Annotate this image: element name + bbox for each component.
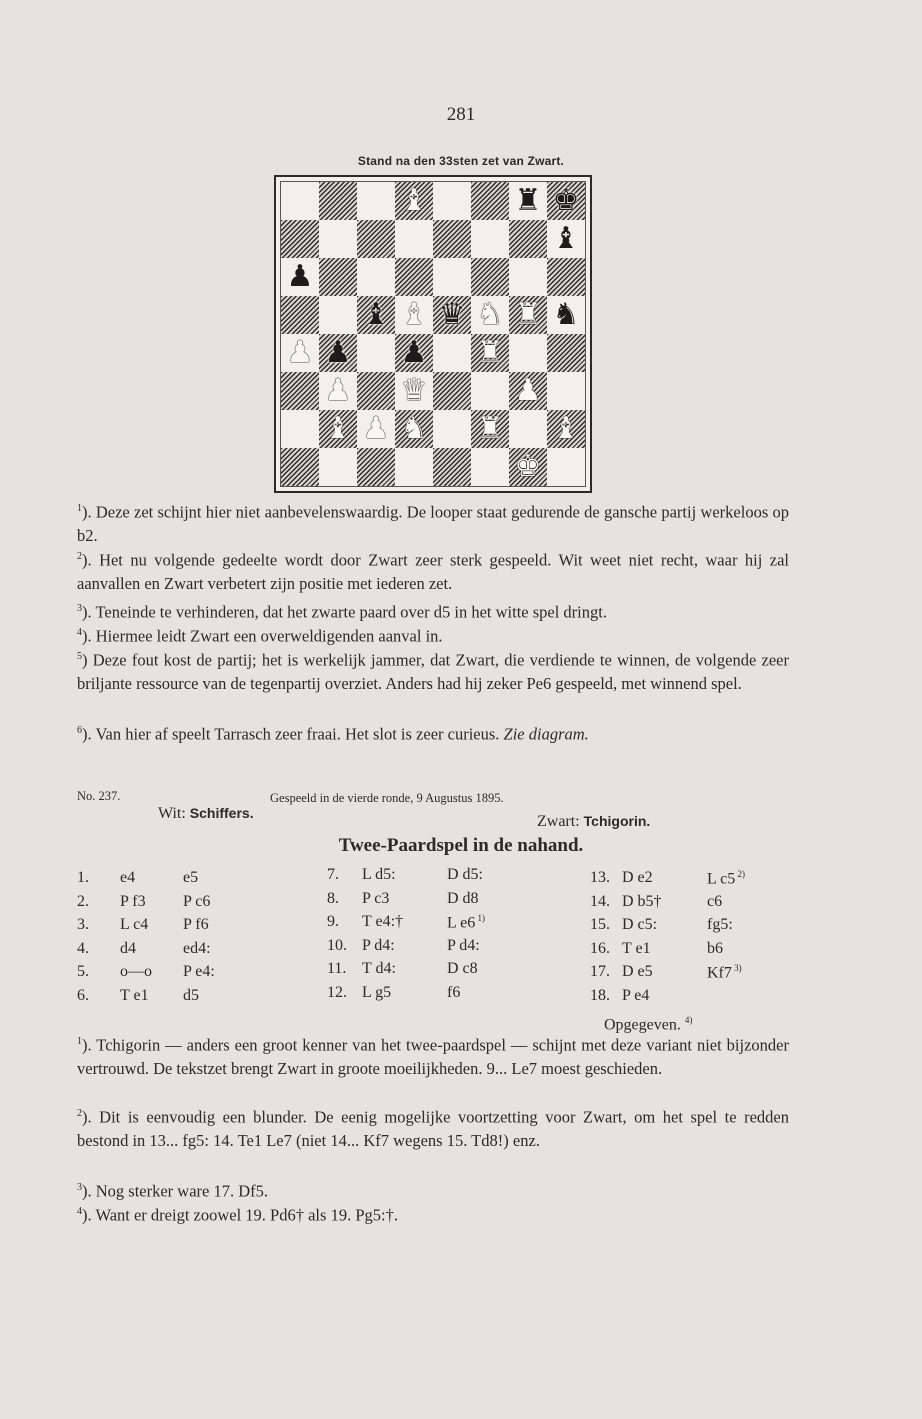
note-marker: 4 <box>77 1206 82 1217</box>
note-text: ) Deze fout kost de partij; het is werkelijk jammer, dat Zwart, die verdiende te winnen, de volgende zeer briljante ressource van de tegenpartij overziet. Anders had hij zeker Pe6 gespeeld, met winnend spel. <box>77 650 789 693</box>
square-d2 <box>395 410 433 448</box>
square-h1 <box>547 448 585 486</box>
note-marker: 3 <box>77 603 82 614</box>
square-a5 <box>281 296 319 334</box>
square-f2 <box>471 410 509 448</box>
square-h5 <box>547 296 585 334</box>
square-f5 <box>471 296 509 334</box>
white-move: d4 <box>120 939 136 957</box>
chess-board <box>280 181 586 487</box>
note-bottom-1 <box>77 1030 789 1081</box>
square-g5 <box>509 296 547 334</box>
black-move: L c5 $^{2)}$ <box>707 869 746 888</box>
square-b1 <box>319 448 357 486</box>
black-pawn-icon: ♟ <box>324 335 352 370</box>
square-a3 <box>281 372 319 410</box>
black-move: P c6 <box>183 892 211 910</box>
white-king-icon: ♚ <box>514 449 542 484</box>
square-e1 <box>433 448 471 486</box>
white-move: L g5 <box>362 984 392 1001</box>
note-top-5 <box>77 645 789 696</box>
move-number: 6. <box>77 987 89 1004</box>
note-text: ). Nog sterker ware 17. Df5. <box>82 1181 269 1201</box>
white-pawn-icon: ♟ <box>514 373 542 408</box>
white-rook-icon: ♜ <box>476 411 504 446</box>
page-number: 281 <box>446 104 476 125</box>
move-number: 11. <box>327 960 347 978</box>
black-move: D d8 <box>447 889 479 907</box>
move-number: 12. <box>327 984 347 1001</box>
square-f3 <box>471 372 509 410</box>
white-move: P d4: <box>362 936 395 954</box>
white-pawn-icon: ♟ <box>324 373 352 408</box>
note-top-2 <box>77 545 789 596</box>
black-move: Kf7 $^{3)}$ <box>707 963 742 982</box>
black-move: c6 <box>707 892 723 910</box>
white-knight-icon: ♞ <box>476 297 504 332</box>
square-e2 <box>433 410 471 448</box>
square-c8 <box>357 182 395 220</box>
move-number: 1. <box>77 869 89 886</box>
resigned-text: Opgegeven. <box>604 1016 681 1034</box>
square-g4 <box>509 334 547 372</box>
square-g2 <box>509 410 547 448</box>
square-d8 <box>395 182 433 220</box>
square-e6 <box>433 258 471 296</box>
black-move: e5 <box>183 869 199 886</box>
square-a8 <box>281 182 319 220</box>
square-c1 <box>357 448 395 486</box>
black-move: P f6 <box>183 916 209 934</box>
square-b7 <box>319 220 357 258</box>
move-number: 7. <box>327 866 339 883</box>
move-number: 13. <box>590 869 610 886</box>
white-move: D e5 <box>622 963 653 981</box>
square-a1 <box>281 448 319 486</box>
note-text: ). Dit is eenvoudig een blunder. De eenig mogelijke voortzetting voor Zwart, om het spel te redden bestond in 13... fg5: 14. Te1 Le7 (niet 14... Kf7 wegens 15. Td8!) enz. <box>77 1107 789 1150</box>
black-name: Tchigorin. <box>583 813 651 829</box>
note-text: ). Hiermee leidt Zwart een overweldigenden aanval in. <box>82 626 443 646</box>
square-h8 <box>547 182 585 220</box>
square-e5 <box>433 296 471 334</box>
move-number: 2. <box>77 892 89 910</box>
white-move: T e1 <box>622 939 651 957</box>
white-queen-icon: ♛ <box>400 373 428 408</box>
note-marker: 2 <box>77 1108 82 1119</box>
note-marker: 4 <box>77 627 82 638</box>
note-italic-tail: Zie diagram. <box>503 724 589 744</box>
white-move: T e4:† <box>362 913 404 931</box>
move-number: 9. <box>327 913 339 931</box>
black-king-icon: ♚ <box>552 183 580 218</box>
white-move: D b5† <box>622 892 662 910</box>
move-note-marker: 2) <box>735 869 746 879</box>
white-bishop-icon: ♝ <box>400 183 428 218</box>
note-marker: 2 <box>77 551 82 562</box>
square-g8 <box>509 182 547 220</box>
opening-title: Twee-Paardspel in de nahand. <box>338 835 584 856</box>
white-bishop-icon: ♝ <box>552 411 580 446</box>
chess-diagram <box>274 175 592 493</box>
white-move: L d5: <box>362 866 396 883</box>
square-h2 <box>547 410 585 448</box>
square-b6 <box>319 258 357 296</box>
square-g1 <box>509 448 547 486</box>
square-e3 <box>433 372 471 410</box>
square-b2 <box>319 410 357 448</box>
black-bishop-icon: ♝ <box>362 297 390 332</box>
white-move: L c4 <box>120 916 149 934</box>
note-text: ). Deze zet schijnt hier niet aanbevelenswaardig. De looper staat gedurende de gansche partij werkeloos op b2. <box>77 502 789 545</box>
square-a4 <box>281 334 319 372</box>
note-marker: 6 <box>77 725 82 736</box>
game-played-info: Gespeeld in de vierde ronde, 9 Augustus 1895. <box>270 791 504 805</box>
white-rook-icon: ♜ <box>476 335 504 370</box>
black-bishop-icon: ♝ <box>552 221 580 256</box>
black-queen-icon: ♛ <box>438 297 466 332</box>
square-b8 <box>319 182 357 220</box>
white-move: P e4 <box>622 987 650 1004</box>
note-top-6 <box>77 719 789 746</box>
note-bottom-4 <box>77 1200 789 1227</box>
square-c3 <box>357 372 395 410</box>
white-move: D c5: <box>622 916 658 934</box>
black-move: d5 <box>183 987 199 1004</box>
note-top-4 <box>77 621 789 648</box>
square-g7 <box>509 220 547 258</box>
note-top-3 <box>77 597 789 624</box>
square-h7 <box>547 220 585 258</box>
white-move: o—o <box>120 963 152 981</box>
square-b3 <box>319 372 357 410</box>
diagram-caption: Stand na den 33sten zet van Zwart. <box>357 154 565 168</box>
move-number: 8. <box>327 889 339 907</box>
square-d6 <box>395 258 433 296</box>
white-move: D e2 <box>622 869 653 886</box>
white-move: T d4: <box>362 960 396 978</box>
move-number: 5. <box>77 963 89 981</box>
white-knight-icon: ♞ <box>400 411 428 446</box>
note-marker: 1 <box>77 1036 82 1047</box>
note-text: ). Van hier af speelt Tarrasch zeer fraai. Het slot is zeer curieus. <box>82 724 500 744</box>
white-move: P f3 <box>120 892 146 910</box>
move-note-marker: 1) <box>475 913 486 924</box>
black-rook-icon: ♜ <box>514 183 542 218</box>
square-d4 <box>395 334 433 372</box>
square-e7 <box>433 220 471 258</box>
note-text: ). Want er dreigt zoowel 19. Pd6† als 19. Pg5:†. <box>82 1205 398 1225</box>
white-pawn-icon: ♟ <box>362 411 390 446</box>
white-move: P c3 <box>362 889 390 907</box>
move-number: 3. <box>77 916 89 934</box>
black-move: b6 <box>707 939 723 957</box>
square-g6 <box>509 258 547 296</box>
white-label: Wit: <box>158 805 186 822</box>
note-text: ). Tchigorin — anders een groot kenner van het twee-paardspel — schijnt met deze variant niet bijzonder vertrouwd. De tekstzet brengt Zwart in groote moeilijkheden. 9... Le7 moest geschieden. <box>77 1035 789 1078</box>
move-number: 17. <box>590 963 610 981</box>
note-text: ). Teneinde te verhinderen, dat het zwarte paard over d5 in het witte spel dringt. <box>82 602 607 622</box>
square-h4 <box>547 334 585 372</box>
move-number: 10. <box>327 936 347 954</box>
player-black <box>537 813 650 831</box>
square-c6 <box>357 258 395 296</box>
square-b5 <box>319 296 357 334</box>
black-pawn-icon: ♟ <box>286 259 314 294</box>
move-number: 4. <box>77 939 89 957</box>
square-f8 <box>471 182 509 220</box>
square-h3 <box>547 372 585 410</box>
square-d5 <box>395 296 433 334</box>
move-number: 18. <box>590 987 610 1004</box>
note-top-1 <box>77 497 789 548</box>
square-d3 <box>395 372 433 410</box>
move-number: 16. <box>590 939 610 957</box>
black-pawn-icon: ♟ <box>400 335 428 370</box>
white-name: Schiffers. <box>189 805 254 821</box>
square-d7 <box>395 220 433 258</box>
square-f1 <box>471 448 509 486</box>
square-a7 <box>281 220 319 258</box>
black-move: D c8 <box>447 960 478 978</box>
note-marker: 1 <box>77 503 82 514</box>
black-label: Zwart: <box>537 813 580 830</box>
square-a2 <box>281 410 319 448</box>
black-knight-icon: ♞ <box>552 297 580 332</box>
note-text: ). Het nu volgende gedeelte wordt door Zwart zeer sterk gespeeld. Wit weet niet recht, waar hij zal aanvallen en Zwart verbetert zijn positie met iederen zet. <box>77 550 789 593</box>
square-a6 <box>281 258 319 296</box>
game-number: No. 237. <box>77 789 121 803</box>
note-bottom-2 <box>77 1102 789 1153</box>
black-move: P d4: <box>447 936 480 954</box>
black-move: fg5: <box>707 916 733 934</box>
move-number: 15. <box>590 916 610 934</box>
square-c4 <box>357 334 395 372</box>
move-note-marker: 3) <box>731 963 742 974</box>
move-number: 14. <box>590 892 610 910</box>
square-c5 <box>357 296 395 334</box>
white-bishop-icon: ♝ <box>324 411 352 446</box>
square-g3 <box>509 372 547 410</box>
square-e4 <box>433 334 471 372</box>
white-bishop-icon: ♝ <box>400 297 428 332</box>
square-f6 <box>471 258 509 296</box>
black-move: L e6 $^{1)}$ <box>447 913 486 932</box>
white-rook-icon: ♜ <box>514 297 542 332</box>
square-b4 <box>319 334 357 372</box>
white-move: T e1 <box>120 987 149 1004</box>
note-bottom-3 <box>77 1176 789 1203</box>
black-move: D d5: <box>447 866 483 883</box>
white-move: e4 <box>120 869 136 886</box>
resigned-note: 4) <box>684 1015 693 1025</box>
note-marker: 3 <box>77 1182 82 1193</box>
square-d1 <box>395 448 433 486</box>
note-marker: 5 <box>77 651 82 662</box>
square-c2 <box>357 410 395 448</box>
square-h6 <box>547 258 585 296</box>
black-move: f6 <box>447 984 461 1001</box>
player-white <box>158 805 254 823</box>
white-pawn-icon: ♟ <box>286 335 314 370</box>
square-c7 <box>357 220 395 258</box>
black-move: P e4: <box>183 963 215 981</box>
square-f4 <box>471 334 509 372</box>
square-e8 <box>433 182 471 220</box>
square-f7 <box>471 220 509 258</box>
black-move: ed4: <box>183 939 211 957</box>
